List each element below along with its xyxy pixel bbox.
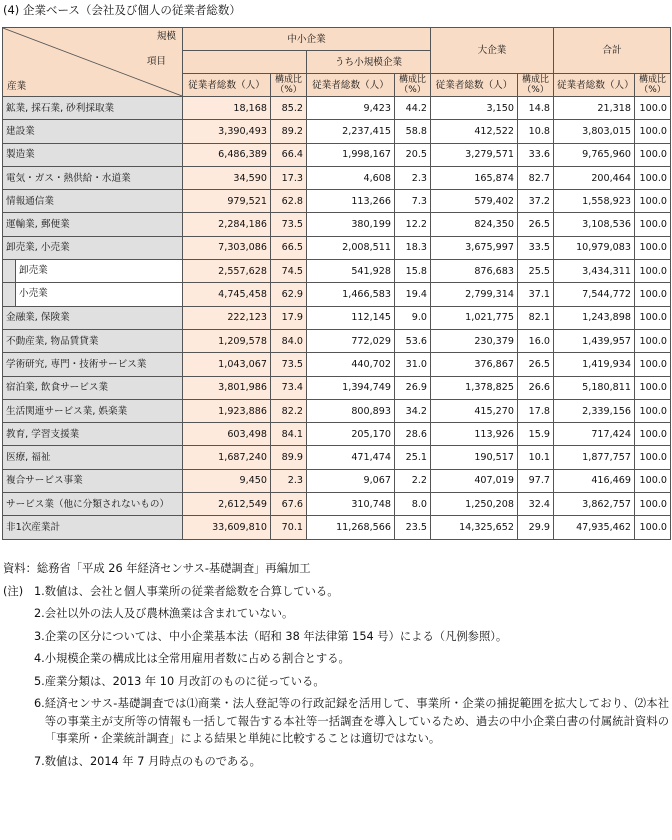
cell-sme: 1,043,067	[183, 353, 271, 376]
cell-large: 113,926	[431, 423, 518, 446]
cell-small: 1,466,583	[307, 283, 395, 306]
cell-small-ratio: 26.9	[395, 376, 431, 399]
note-item	[3, 605, 669, 623]
cell-sme-ratio: 67.6	[271, 493, 307, 516]
header-ratio: 構成比（%）	[395, 74, 431, 97]
cell-large: 876,683	[431, 260, 518, 283]
cell-small: 471,474	[307, 446, 395, 469]
header-ratio: 構成比（%）	[271, 74, 307, 97]
note-prefix	[3, 650, 34, 668]
cell-large-ratio: 17.8	[518, 399, 554, 422]
cell-large: 1,378,825	[431, 376, 518, 399]
cell-sme: 2,612,549	[183, 493, 271, 516]
cell-total: 1,558,923	[554, 190, 635, 213]
note-prefix: (注)	[3, 584, 24, 598]
cell-total: 1,877,757	[554, 446, 635, 469]
cell-sme: 34,590	[183, 166, 271, 189]
cell-large: 1,250,208	[431, 493, 518, 516]
cell-sme-ratio: 70.1	[271, 516, 307, 539]
table-row	[3, 236, 671, 259]
cell-small: 4,608	[307, 166, 395, 189]
industry-label: 小売業	[16, 283, 182, 305]
cell-small: 113,266	[307, 190, 395, 213]
cell-large: 14,325,652	[431, 516, 518, 539]
cell-sme-ratio: 66.5	[271, 236, 307, 259]
cell-small: 380,199	[307, 213, 395, 236]
table-row	[3, 213, 671, 236]
cell-small-ratio: 18.3	[395, 236, 431, 259]
table-row	[3, 469, 671, 492]
industry-label: 建設業	[3, 120, 183, 143]
industry-label: 運輸業, 郵便業	[3, 213, 183, 236]
cell-large-ratio: 32.4	[518, 493, 554, 516]
cell-total: 7,544,772	[554, 283, 635, 306]
cell-small-ratio: 19.4	[395, 283, 431, 306]
employee-table	[2, 27, 671, 540]
industry-label: 卸売業	[16, 260, 182, 282]
table-row	[3, 353, 671, 376]
note-text: 数値は、2014 年 7 月時点のものである。	[44, 754, 261, 768]
cell-small-ratio: 23.5	[395, 516, 431, 539]
note-number: 7.	[34, 754, 45, 768]
header-employees: 従業者総数（人）	[183, 74, 271, 97]
cell-small-ratio: 12.2	[395, 213, 431, 236]
header-employees: 従業者総数（人）	[554, 74, 635, 97]
note-prefix	[3, 753, 34, 771]
cell-sme: 33,609,810	[183, 516, 271, 539]
industry-label: 学術研究, 専門・技術サービス業	[3, 353, 183, 376]
table-row	[3, 493, 671, 516]
source-note: 資料：総務省「平成 26 年経済センサス-基礎調査」再編加工	[3, 562, 311, 575]
cell-sme-ratio: 62.9	[271, 283, 307, 306]
table-body	[3, 97, 671, 540]
cell-sme-ratio: 62.8	[271, 190, 307, 213]
cell-small-ratio: 2.2	[395, 469, 431, 492]
corner-item-label: 項目	[146, 56, 166, 67]
cell-total: 1,243,898	[554, 306, 635, 329]
table-row	[3, 120, 671, 143]
industry-label: 複合サービス事業	[3, 469, 183, 492]
industry-label: 情報通信業	[3, 190, 183, 213]
cell-large-ratio: 33.6	[518, 143, 554, 166]
cell-small: 9,423	[307, 97, 395, 120]
cell-small: 11,268,566	[307, 516, 395, 539]
cell-large-ratio: 26.5	[518, 353, 554, 376]
note-prefix	[3, 695, 34, 748]
cell-small: 2,237,415	[307, 120, 395, 143]
cell-total-ratio: 100.0	[635, 283, 671, 306]
cell-total: 3,434,311	[554, 260, 635, 283]
cell-small-ratio: 34.2	[395, 399, 431, 422]
indent-wrap	[3, 283, 182, 305]
cell-total-ratio: 100.0	[635, 469, 671, 492]
cell-sme: 1,209,578	[183, 329, 271, 352]
note-text: 会社以外の法人及び農林漁業は含まれていない。	[44, 607, 294, 620]
cell-small-ratio: 7.3	[395, 190, 431, 213]
cell-small-ratio: 44.2	[395, 97, 431, 120]
industry-label: 不動産業, 物品賃貸業	[3, 329, 183, 352]
note-item	[3, 673, 669, 691]
cell-sme: 1,923,886	[183, 399, 271, 422]
cell-sme-ratio: 17.9	[271, 306, 307, 329]
cell-large: 3,675,997	[431, 236, 518, 259]
cell-sme: 979,521	[183, 190, 271, 213]
cell-total-ratio: 100.0	[635, 516, 671, 539]
cell-total: 3,803,015	[554, 120, 635, 143]
cell-total: 5,180,811	[554, 376, 635, 399]
cell-sme: 1,687,240	[183, 446, 271, 469]
table-row	[3, 399, 671, 422]
cell-small: 205,170	[307, 423, 395, 446]
cell-small-ratio: 9.0	[395, 306, 431, 329]
table-title: (4) 企業ベース（会社及び個人の従業者総数）	[3, 3, 241, 17]
cell-large: 579,402	[431, 190, 518, 213]
cell-sme-ratio: 89.2	[271, 120, 307, 143]
cell-large-ratio: 97.7	[518, 469, 554, 492]
header-corner	[3, 28, 183, 97]
cell-large-ratio: 16.0	[518, 329, 554, 352]
industry-cell	[3, 283, 183, 306]
cell-large: 415,270	[431, 399, 518, 422]
cell-small: 2,008,511	[307, 236, 395, 259]
note-prefix	[3, 605, 34, 623]
note-prefix	[3, 628, 34, 646]
table-row	[3, 376, 671, 399]
cell-small-ratio: 31.0	[395, 353, 431, 376]
industry-cell	[3, 260, 183, 283]
cell-total-ratio: 100.0	[635, 143, 671, 166]
note-number: 2.	[34, 607, 45, 620]
cell-sme-ratio: 74.5	[271, 260, 307, 283]
note-text: 産業分類は、2013 年 10 月改訂のものに従っている。	[44, 674, 325, 688]
note-number: 6.	[34, 697, 45, 710]
cell-large-ratio: 37.2	[518, 190, 554, 213]
cell-sme-ratio: 89.9	[271, 446, 307, 469]
cell-sme-ratio: 85.2	[271, 97, 307, 120]
corner-industry-label: 産業	[7, 81, 27, 92]
cell-small: 1,998,167	[307, 143, 395, 166]
table-row	[3, 260, 671, 283]
cell-small-ratio: 8.0	[395, 493, 431, 516]
cell-large: 3,150	[431, 97, 518, 120]
industry-label: 宿泊業, 飲食サービス業	[3, 376, 183, 399]
table-row	[3, 283, 671, 306]
cell-large-ratio: 82.1	[518, 306, 554, 329]
note-text: 小規模企業の構成比は全常用雇用者数に占める割合とする。	[44, 652, 350, 665]
cell-total: 1,419,934	[554, 353, 635, 376]
cell-large: 412,522	[431, 120, 518, 143]
cell-total-ratio: 100.0	[635, 190, 671, 213]
header-sme-blank	[183, 51, 307, 74]
cell-large: 376,867	[431, 353, 518, 376]
cell-total: 3,862,757	[554, 493, 635, 516]
cell-large-ratio: 15.9	[518, 423, 554, 446]
cell-sme-ratio: 73.5	[271, 213, 307, 236]
cell-sme-ratio: 66.4	[271, 143, 307, 166]
notes-section	[3, 560, 669, 775]
cell-total-ratio: 100.0	[635, 329, 671, 352]
cell-large-ratio: 10.8	[518, 120, 554, 143]
cell-small-ratio: 20.5	[395, 143, 431, 166]
cell-large-ratio: 25.5	[518, 260, 554, 283]
note-item	[3, 628, 669, 646]
note-number: 1.	[34, 584, 45, 598]
cell-large-ratio: 26.6	[518, 376, 554, 399]
industry-label: 教育, 学習支援業	[3, 423, 183, 446]
cell-small: 541,928	[307, 260, 395, 283]
industry-label: 製造業	[3, 143, 183, 166]
industry-label: 電気・ガス・熱供給・水道業	[3, 166, 183, 189]
header-ratio: 構成比（%）	[635, 74, 671, 97]
cell-total-ratio: 100.0	[635, 166, 671, 189]
cell-total: 717,424	[554, 423, 635, 446]
cell-sme: 2,557,628	[183, 260, 271, 283]
cell-total-ratio: 100.0	[635, 306, 671, 329]
cell-total-ratio: 100.0	[635, 423, 671, 446]
table-row	[3, 423, 671, 446]
cell-small: 9,067	[307, 469, 395, 492]
cell-sme-ratio: 84.1	[271, 423, 307, 446]
table-row	[3, 446, 671, 469]
note-text: 企業の区分については、中小企業基本法（昭和 38 年法律第 154 号）による（凡例参照）。	[44, 629, 508, 643]
corner-scale-label: 規模	[156, 31, 176, 42]
indent-bar	[3, 260, 16, 282]
cell-total-ratio: 100.0	[635, 399, 671, 422]
cell-total: 1,439,957	[554, 329, 635, 352]
note-list	[3, 583, 669, 771]
cell-total-ratio: 100.0	[635, 236, 671, 259]
cell-sme: 18,168	[183, 97, 271, 120]
table-row	[3, 190, 671, 213]
cell-large-ratio: 10.1	[518, 446, 554, 469]
cell-total-ratio: 100.0	[635, 120, 671, 143]
cell-large: 190,517	[431, 446, 518, 469]
header-total: 合計	[554, 28, 671, 74]
cell-small: 800,893	[307, 399, 395, 422]
cell-small-ratio: 15.8	[395, 260, 431, 283]
note-item	[3, 583, 669, 601]
cell-small-ratio: 58.8	[395, 120, 431, 143]
note-number: 4.	[34, 652, 45, 665]
cell-total: 2,339,156	[554, 399, 635, 422]
note-item	[3, 753, 669, 771]
cell-total: 10,979,083	[554, 236, 635, 259]
cell-total: 200,464	[554, 166, 635, 189]
note-text: 数値は、会社と個人事業所の従業者総数を合算している。	[44, 584, 339, 598]
cell-total-ratio: 100.0	[635, 376, 671, 399]
note-text: 経済センサス-基礎調査では⑴商業・法人登記等の行政記録を活用して、事業所・企業の捕捉範囲を拡大しており、⑵本社等の事業主が支所等の情報も一括して報告する本社等一括調査を導入しているため、過去の中小企業白書の付属統計資料の「事業所・企業統計調査」による結果と単純に比較することは適切ではない。	[44, 697, 669, 745]
cell-total-ratio: 100.0	[635, 493, 671, 516]
cell-large: 407,019	[431, 469, 518, 492]
industry-label: 金融業, 保険業	[3, 306, 183, 329]
cell-sme-ratio: 2.3	[271, 469, 307, 492]
cell-sme: 222,123	[183, 306, 271, 329]
industry-label: 卸売業, 小売業	[3, 236, 183, 259]
cell-large: 824,350	[431, 213, 518, 236]
industry-label: 生活関連サービス業, 娯楽業	[3, 399, 183, 422]
note-number: 3.	[34, 629, 45, 643]
industry-label: 医療, 福祉	[3, 446, 183, 469]
cell-large: 2,799,314	[431, 283, 518, 306]
cell-sme-ratio: 82.2	[271, 399, 307, 422]
cell-sme: 6,486,389	[183, 143, 271, 166]
cell-large-ratio: 14.8	[518, 97, 554, 120]
note-item	[3, 695, 669, 748]
cell-sme: 3,801,986	[183, 376, 271, 399]
industry-label: 鉱業, 採石業, 砂利採取業	[3, 97, 183, 120]
table-row	[3, 166, 671, 189]
table-row	[3, 516, 671, 539]
table-row	[3, 329, 671, 352]
industry-label: サービス業（他に分類されないもの）	[3, 493, 183, 516]
indent-wrap	[3, 260, 182, 282]
cell-total-ratio: 100.0	[635, 446, 671, 469]
industry-label: 非1次産業計	[3, 516, 183, 539]
header-employees: 従業者総数（人）	[431, 74, 518, 97]
cell-large-ratio: 29.9	[518, 516, 554, 539]
cell-sme-ratio: 73.5	[271, 353, 307, 376]
cell-total-ratio: 100.0	[635, 260, 671, 283]
table-row	[3, 306, 671, 329]
cell-sme-ratio: 84.0	[271, 329, 307, 352]
cell-total-ratio: 100.0	[635, 353, 671, 376]
cell-small: 112,145	[307, 306, 395, 329]
cell-sme: 7,303,086	[183, 236, 271, 259]
cell-large: 230,379	[431, 329, 518, 352]
cell-sme: 2,284,186	[183, 213, 271, 236]
cell-sme: 9,450	[183, 469, 271, 492]
cell-total: 9,765,960	[554, 143, 635, 166]
cell-sme-ratio: 17.3	[271, 166, 307, 189]
cell-large-ratio: 33.5	[518, 236, 554, 259]
cell-total: 47,935,462	[554, 516, 635, 539]
cell-large: 1,021,775	[431, 306, 518, 329]
cell-small: 440,702	[307, 353, 395, 376]
header-employees: 従業者総数（人）	[307, 74, 395, 97]
cell-total: 3,108,536	[554, 213, 635, 236]
cell-small-ratio: 28.6	[395, 423, 431, 446]
table-row	[3, 143, 671, 166]
cell-sme: 4,745,458	[183, 283, 271, 306]
cell-small-ratio: 25.1	[395, 446, 431, 469]
cell-sme: 3,390,493	[183, 120, 271, 143]
cell-small: 310,748	[307, 493, 395, 516]
cell-small: 1,394,749	[307, 376, 395, 399]
header-ratio: 構成比（%）	[518, 74, 554, 97]
header-large: 大企業	[431, 28, 554, 74]
table-row	[3, 97, 671, 120]
cell-total-ratio: 100.0	[635, 97, 671, 120]
note-item	[3, 650, 669, 668]
cell-small-ratio: 2.3	[395, 166, 431, 189]
cell-small-ratio: 53.6	[395, 329, 431, 352]
indent-bar	[3, 283, 16, 305]
cell-large-ratio: 26.5	[518, 213, 554, 236]
cell-large-ratio: 37.1	[518, 283, 554, 306]
header-sme: 中小企業	[183, 28, 431, 51]
cell-large: 165,874	[431, 166, 518, 189]
cell-sme: 603,498	[183, 423, 271, 446]
note-prefix	[3, 673, 34, 691]
cell-total-ratio: 100.0	[635, 213, 671, 236]
cell-large: 3,279,571	[431, 143, 518, 166]
cell-sme-ratio: 73.4	[271, 376, 307, 399]
cell-large-ratio: 82.7	[518, 166, 554, 189]
cell-total: 416,469	[554, 469, 635, 492]
note-number: 5.	[34, 674, 45, 688]
cell-small: 772,029	[307, 329, 395, 352]
cell-total: 21,318	[554, 97, 635, 120]
header-small: うち小規模企業	[307, 51, 431, 74]
